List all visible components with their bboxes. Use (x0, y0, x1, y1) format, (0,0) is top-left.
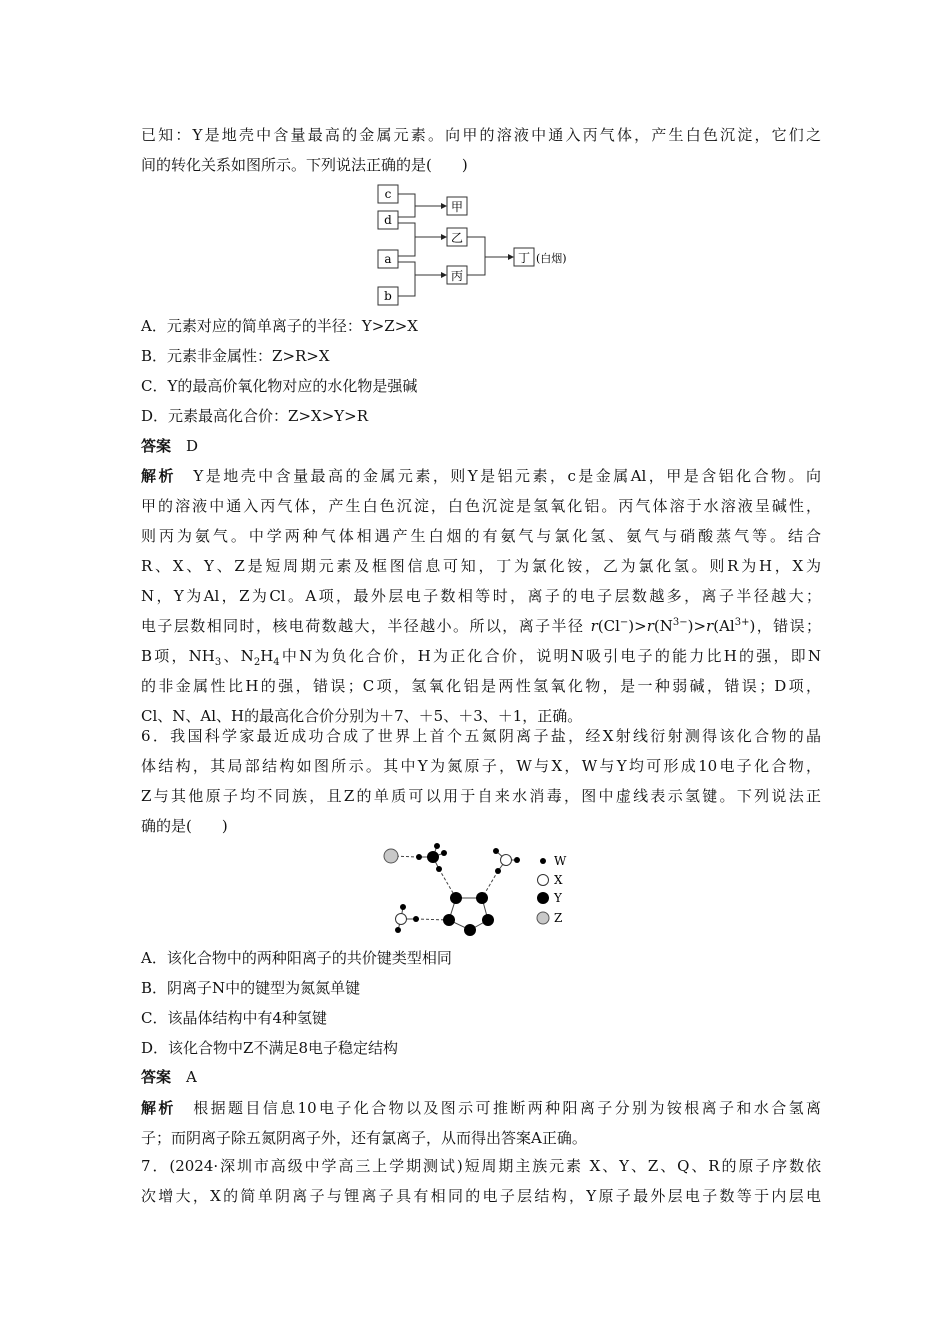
text-segment: )> (687, 617, 707, 635)
q6-options (141, 943, 821, 1063)
text-segment: (N (653, 617, 673, 635)
q6-analysis (141, 1093, 821, 1153)
text-segment: 则丙为氨气。中学两种气体相遇产生白烟的有氨气与氯化氢、氨气与硝酸蒸气等。结合 (141, 527, 821, 545)
box-c: c (384, 187, 392, 201)
text-segment: A．元素对应的简单离子的半径：Y>Z>X (141, 317, 418, 335)
text-line (141, 120, 821, 150)
text-segment: − (619, 617, 629, 628)
text-segment: Y是地壳中含量最高的金属元素，则Y是铝元素，c是金属Al，甲是含铝化合物。向 (175, 467, 821, 485)
text-segment: B．元素非金属性：Z>R>X (141, 347, 330, 365)
text-line (141, 1033, 821, 1063)
legend-w: W (554, 854, 567, 868)
text-segment: Cl、N、Al、H的最高化合价分别为＋7、＋5、＋3、＋1，正确。 (141, 707, 583, 725)
box-ding: 丁 (517, 251, 531, 265)
box-yi: 乙 (450, 231, 464, 245)
text-segment: 体结构，其局部结构如图所示。其中Y为氮原子，W与X，W与Y均可形成10电子化合物， (141, 757, 821, 775)
text-segment: H (260, 647, 274, 665)
answer-line (141, 1062, 821, 1092)
q5-answer (141, 431, 821, 461)
q6-crystal-structure-figure (370, 838, 590, 938)
text-line (141, 371, 821, 401)
text-line (141, 1093, 821, 1123)
box-a: a (384, 252, 392, 266)
text-segment: 3+ (734, 617, 750, 628)
text-segment: r (590, 617, 598, 635)
text-segment: 3 (214, 657, 222, 668)
text-line (141, 781, 821, 811)
text-segment: B．阴离子N中的键型为氮氮单键 (141, 979, 361, 997)
text-line (141, 461, 821, 491)
text-segment: 电子层数相同时，核电荷数越大，半径越小。所以，离子半径 (141, 617, 591, 635)
text-segment: Z与其他原子均不同族，且Z的单质可以用于自来水消毒，图中虚线表示氢键。下列说法正 (141, 787, 821, 805)
text-line (141, 811, 821, 841)
text-segment: 间的转化关系如图所示。下列说法正确的是( ) (141, 156, 468, 174)
text-segment: (Al (713, 617, 735, 635)
text-segment: A．该化合物中的两种阳离子的共价键类型相同 (141, 949, 452, 967)
q5-options (141, 311, 821, 431)
text-segment: B项，NH (141, 647, 215, 665)
text-segment: C．该晶体结构中有4种氢键 (141, 1009, 328, 1027)
box-d: d (384, 213, 392, 227)
text-line (141, 721, 821, 751)
text-segment: 7．(2024·深圳市高级中学高三上学期测试)短周期主族元素 X、Y、Z、Q、R的原子序数依 (141, 1157, 821, 1175)
text-segment: r (706, 617, 714, 635)
text-line (141, 581, 821, 611)
text-line (141, 491, 821, 521)
text-segment: r (646, 617, 654, 635)
text-line (141, 1003, 821, 1033)
ding-note: (白烟) (536, 252, 567, 265)
text-line (141, 671, 821, 701)
text-line (141, 1123, 821, 1153)
text-segment: 答案 (141, 1068, 172, 1086)
text-line (141, 401, 821, 431)
text-segment: 6．我国科学家最近成功合成了世界上首个五氮阴离子盐，经X射线衍射测得该化合物的晶 (141, 727, 821, 745)
text-line (141, 751, 821, 781)
text-line (141, 521, 821, 551)
text-segment: 已知：Y是地壳中含量最高的金属元素。向甲的溶液中通入丙气体，产生白色沉淀，它们之 (141, 126, 821, 144)
text-line (141, 551, 821, 581)
text-line (141, 341, 821, 371)
text-segment: 解析 (141, 1099, 176, 1117)
text-segment: 根据题目信息10电子化合物以及图示可推断两种阳离子分别为铵根离子和水合氢离 (175, 1099, 821, 1117)
text-segment: 确的是( ) (141, 817, 228, 835)
text-line (141, 1151, 821, 1181)
text-segment: )> (628, 617, 647, 635)
q5-analysis (141, 461, 821, 731)
text-segment: (Cl (597, 617, 620, 635)
text-line (141, 973, 821, 1003)
text-line (141, 311, 821, 341)
text-segment: 3− (672, 617, 688, 628)
box-b: b (384, 289, 392, 303)
text-segment: D．该化合物中Z不满足8电子稳定结构 (141, 1039, 398, 1057)
box-bing: 丙 (450, 269, 464, 283)
legend-x: X (554, 873, 563, 887)
q5-stem (141, 120, 821, 180)
text-segment: )，错误； (749, 617, 821, 635)
legend-z: Z (554, 911, 563, 925)
text-segment: A (171, 1068, 197, 1086)
box-jia: 甲 (450, 200, 464, 214)
text-segment: 的非金属性比H的强，错误；C项，氢氧化铝是两性氢氧化物，是一种弱碱，错误；D项， (141, 677, 821, 695)
text-segment: 解析 (141, 467, 176, 485)
answer-line (141, 431, 821, 461)
text-line (141, 150, 821, 180)
text-segment: N，Y为Al，Z为Cl。A项，最外层电子数相等时，离子的电子层数越多，离子半径越大； (141, 587, 821, 605)
q7-stem (141, 1151, 821, 1211)
text-segment: 4 (273, 657, 280, 668)
text-line (141, 641, 821, 671)
text-segment: 答案 (141, 437, 172, 455)
text-segment: 次增大，X的简单阴离子与锂离子具有相同的电子层结构，Y原子最外层电子数等于内层电 (141, 1187, 821, 1205)
text-line (141, 1181, 821, 1211)
text-segment: 子；而阴离子除五氮阴离子外，还有氯离子，从而得出答案A正确。 (141, 1129, 587, 1147)
text-segment: D．元素最高化合价：Z>X>Y>R (141, 407, 369, 425)
text-line (141, 943, 821, 973)
legend-y: Y (554, 891, 562, 905)
q5-conversion-diagram (370, 180, 600, 310)
text-segment: 甲的溶液中通入丙气体，产生白色沉淀，白色沉淀是氢氧化铝。丙气体溶于水溶液呈碱性， (141, 497, 821, 515)
text-segment: C．Y的最高价氧化物对应的水化物是强碱 (141, 377, 418, 395)
q6-stem (141, 721, 821, 841)
text-segment: 2 (253, 657, 261, 668)
text-line (141, 611, 821, 641)
text-segment: D (171, 437, 199, 455)
q6-answer (141, 1062, 821, 1092)
text-segment: 中N为负化合价，H为正化合价，说明N吸引电子的能力比H的强，即N (279, 647, 821, 665)
text-segment: R、X、Y、Z是短周期元素及框图信息可知，丁为氯化铵，乙为氯化氢。则R为H，X为 (141, 557, 821, 575)
text-segment: 、N (221, 647, 254, 665)
